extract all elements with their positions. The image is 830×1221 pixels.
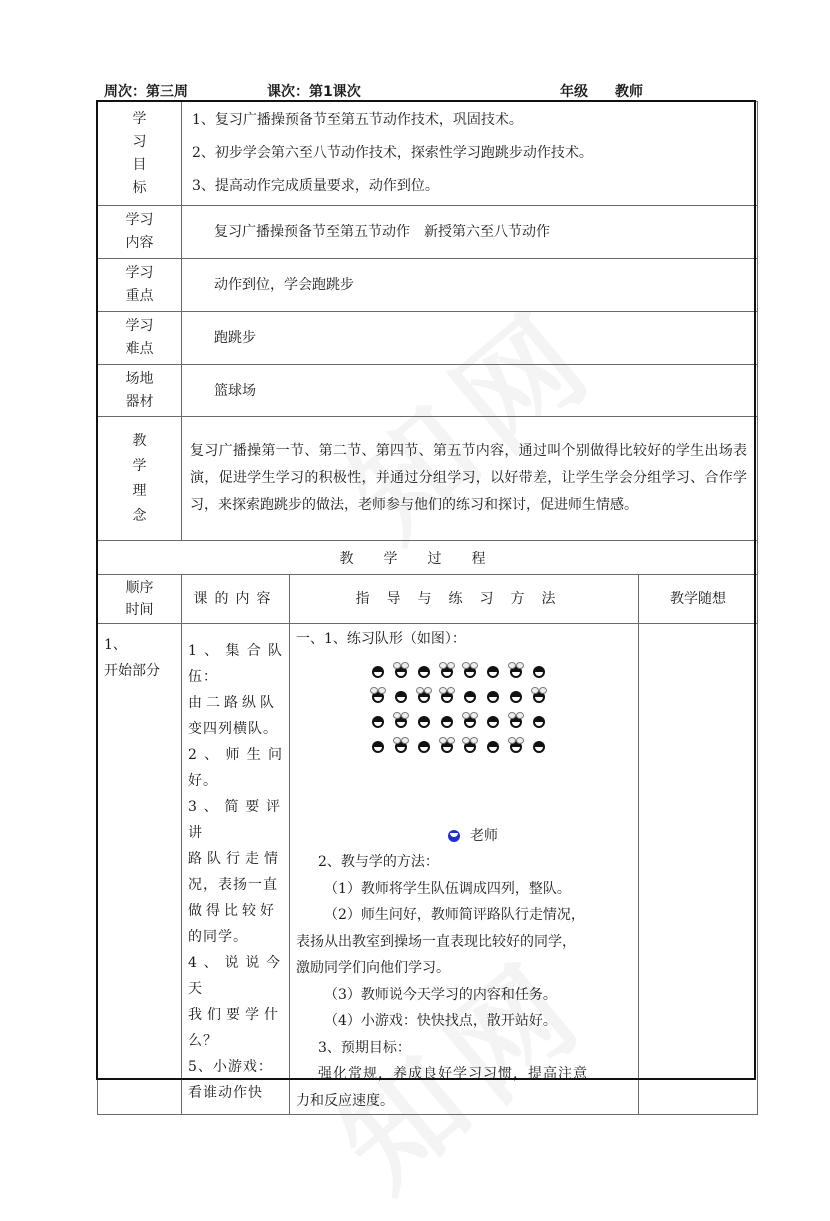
boy-student-icon [481,736,504,756]
girl-student-icon [389,661,412,681]
section-time: 1、 开始部分 [98,624,182,1115]
boy-student-icon [481,686,504,706]
formation-diagram [366,659,632,759]
boy-student-icon [458,686,481,706]
formation-title: 一、1、练习队形（如图）： [296,631,466,647]
boy-student-icon [527,711,550,731]
col-header-content: 课的内容 [182,575,290,624]
document-header [104,79,757,101]
difficulty-row [98,312,758,365]
teacher-icon [448,830,460,842]
girl-student-icon [458,711,481,731]
girl-student-icon [389,736,412,756]
philosophy-text: 复习广播操第一节、第二节、第四节、第五节内容，通过叫个别做得比较好的学生出场表演，促进学生学习的积极性，并通过分组学习，以好带差，让学生学会分组学习、合作学习，来探索跑跳步的做法，老师参与他们的练习和探讨，促进师生情感。 [182,417,758,541]
content-label: 学习 内容 [98,206,182,259]
equipment-row [98,365,758,417]
method-step-2-cont: 表扬从出教室到操场一直表现比较好的同学， [296,933,576,950]
teacher-field: 教师 [615,81,718,101]
content-text: 复习广播操预备节至第五节动作 新授第六至八节动作 [182,206,758,259]
teacher-blank [643,84,718,101]
formation-row [366,734,632,759]
boy-student-icon [412,736,435,756]
girl-student-icon [458,736,481,756]
method-step-3: （3）教师说今天学习的内容和任务。 [324,986,557,1003]
boy-student-icon [481,711,504,731]
lesson-label: 课次：第1课次 [267,84,361,100]
boy-student-icon [389,686,412,706]
grade-field: 年级 [534,81,588,101]
section-row-start [98,624,758,1115]
formation-row [366,684,632,709]
difficulty-label: 学习 难点 [98,312,182,365]
goal-title: 3、预期目标： [318,1039,411,1056]
girl-student-icon [412,686,435,706]
girl-student-icon [435,686,458,706]
col-header-method: 指导与练习方法 [290,575,639,624]
equipment-text: 篮球场 [182,365,758,417]
week-label: 周次：第三周 [104,84,188,100]
goal-text: 强化常规，养成良好学习习惯，提高注意 [318,1066,588,1082]
girl-student-icon [435,736,458,756]
girl-student-icon [504,661,527,681]
process-title-row [98,541,758,575]
formation-row [366,659,632,684]
method-title: 2、教与学的方法： [318,854,439,870]
boy-student-icon [412,711,435,731]
content-row [98,206,758,259]
boy-student-icon [412,661,435,681]
philosophy-label: 教 学 理 念 [98,417,182,541]
teacher-marker [296,823,632,850]
difficulty-text: 跑跳步 [182,312,758,365]
formation-row [366,709,632,734]
section-method [290,624,639,1115]
key-points-label: 学习 重点 [98,259,182,312]
objectives-label: 学 习 目 标 [98,102,182,206]
method-step-1: （1）教师将学生队伍调成四列，整队。 [324,880,571,897]
process-title: 教学过程 [98,541,758,575]
col-header-time: 顺序 时间 [98,575,182,624]
girl-student-icon [458,661,481,681]
boy-student-icon [527,661,550,681]
girl-student-icon [366,686,389,706]
method-step-2: （2）师生问好，教师简评路队行走情况， [324,907,585,923]
grade-blank [534,100,560,101]
boy-student-icon [527,736,550,756]
goal-text-cont: 力和反应速度。 [296,1092,394,1109]
boy-student-icon [366,736,389,756]
objectives-row [98,102,758,206]
col-header-reflection: 教学随想 [639,575,758,624]
girl-student-icon [389,711,412,731]
girl-student-icon [504,736,527,756]
philosophy-row [98,417,758,541]
section-content: 1、集合队伍： 由二路纵队 变四列横队。 2、师生问好。 3、简要评讲 路队行走情 况，表扬一直 做得比较好 的同学。 4、说说今天 我们要学什 么？ 5、小游戏： 看谁动作快 [182,624,290,1115]
method-step-2-cont2: 激励同学们向他们学习。 [296,960,450,976]
section-reflection [639,624,758,1115]
boy-student-icon [366,661,389,681]
key-points-text: 动作到位，学会跑跳步 [182,259,758,312]
method-step-4: （4）小游戏：快快找点，散开站好。 [324,1013,557,1029]
boy-student-icon [435,711,458,731]
boy-student-icon [481,661,504,681]
boy-student-icon [504,686,527,706]
girl-student-icon [504,711,527,731]
lesson-plan-table [97,101,758,1115]
girl-student-icon [435,661,458,681]
teacher-label: 老师 [470,827,498,844]
key-points-row [98,259,758,312]
process-header-row [98,575,758,624]
equipment-label: 场地 器材 [98,365,182,417]
objectives-content: 1、复习广播操预备节至第五节动作技术，巩固技术。 2、初步学会第六至八节动作技术，探索性学习跑跳步动作技术。 3、提高动作完成质量要求，动作到位。 [182,102,758,206]
boy-student-icon [366,711,389,731]
girl-student-icon [527,686,550,706]
